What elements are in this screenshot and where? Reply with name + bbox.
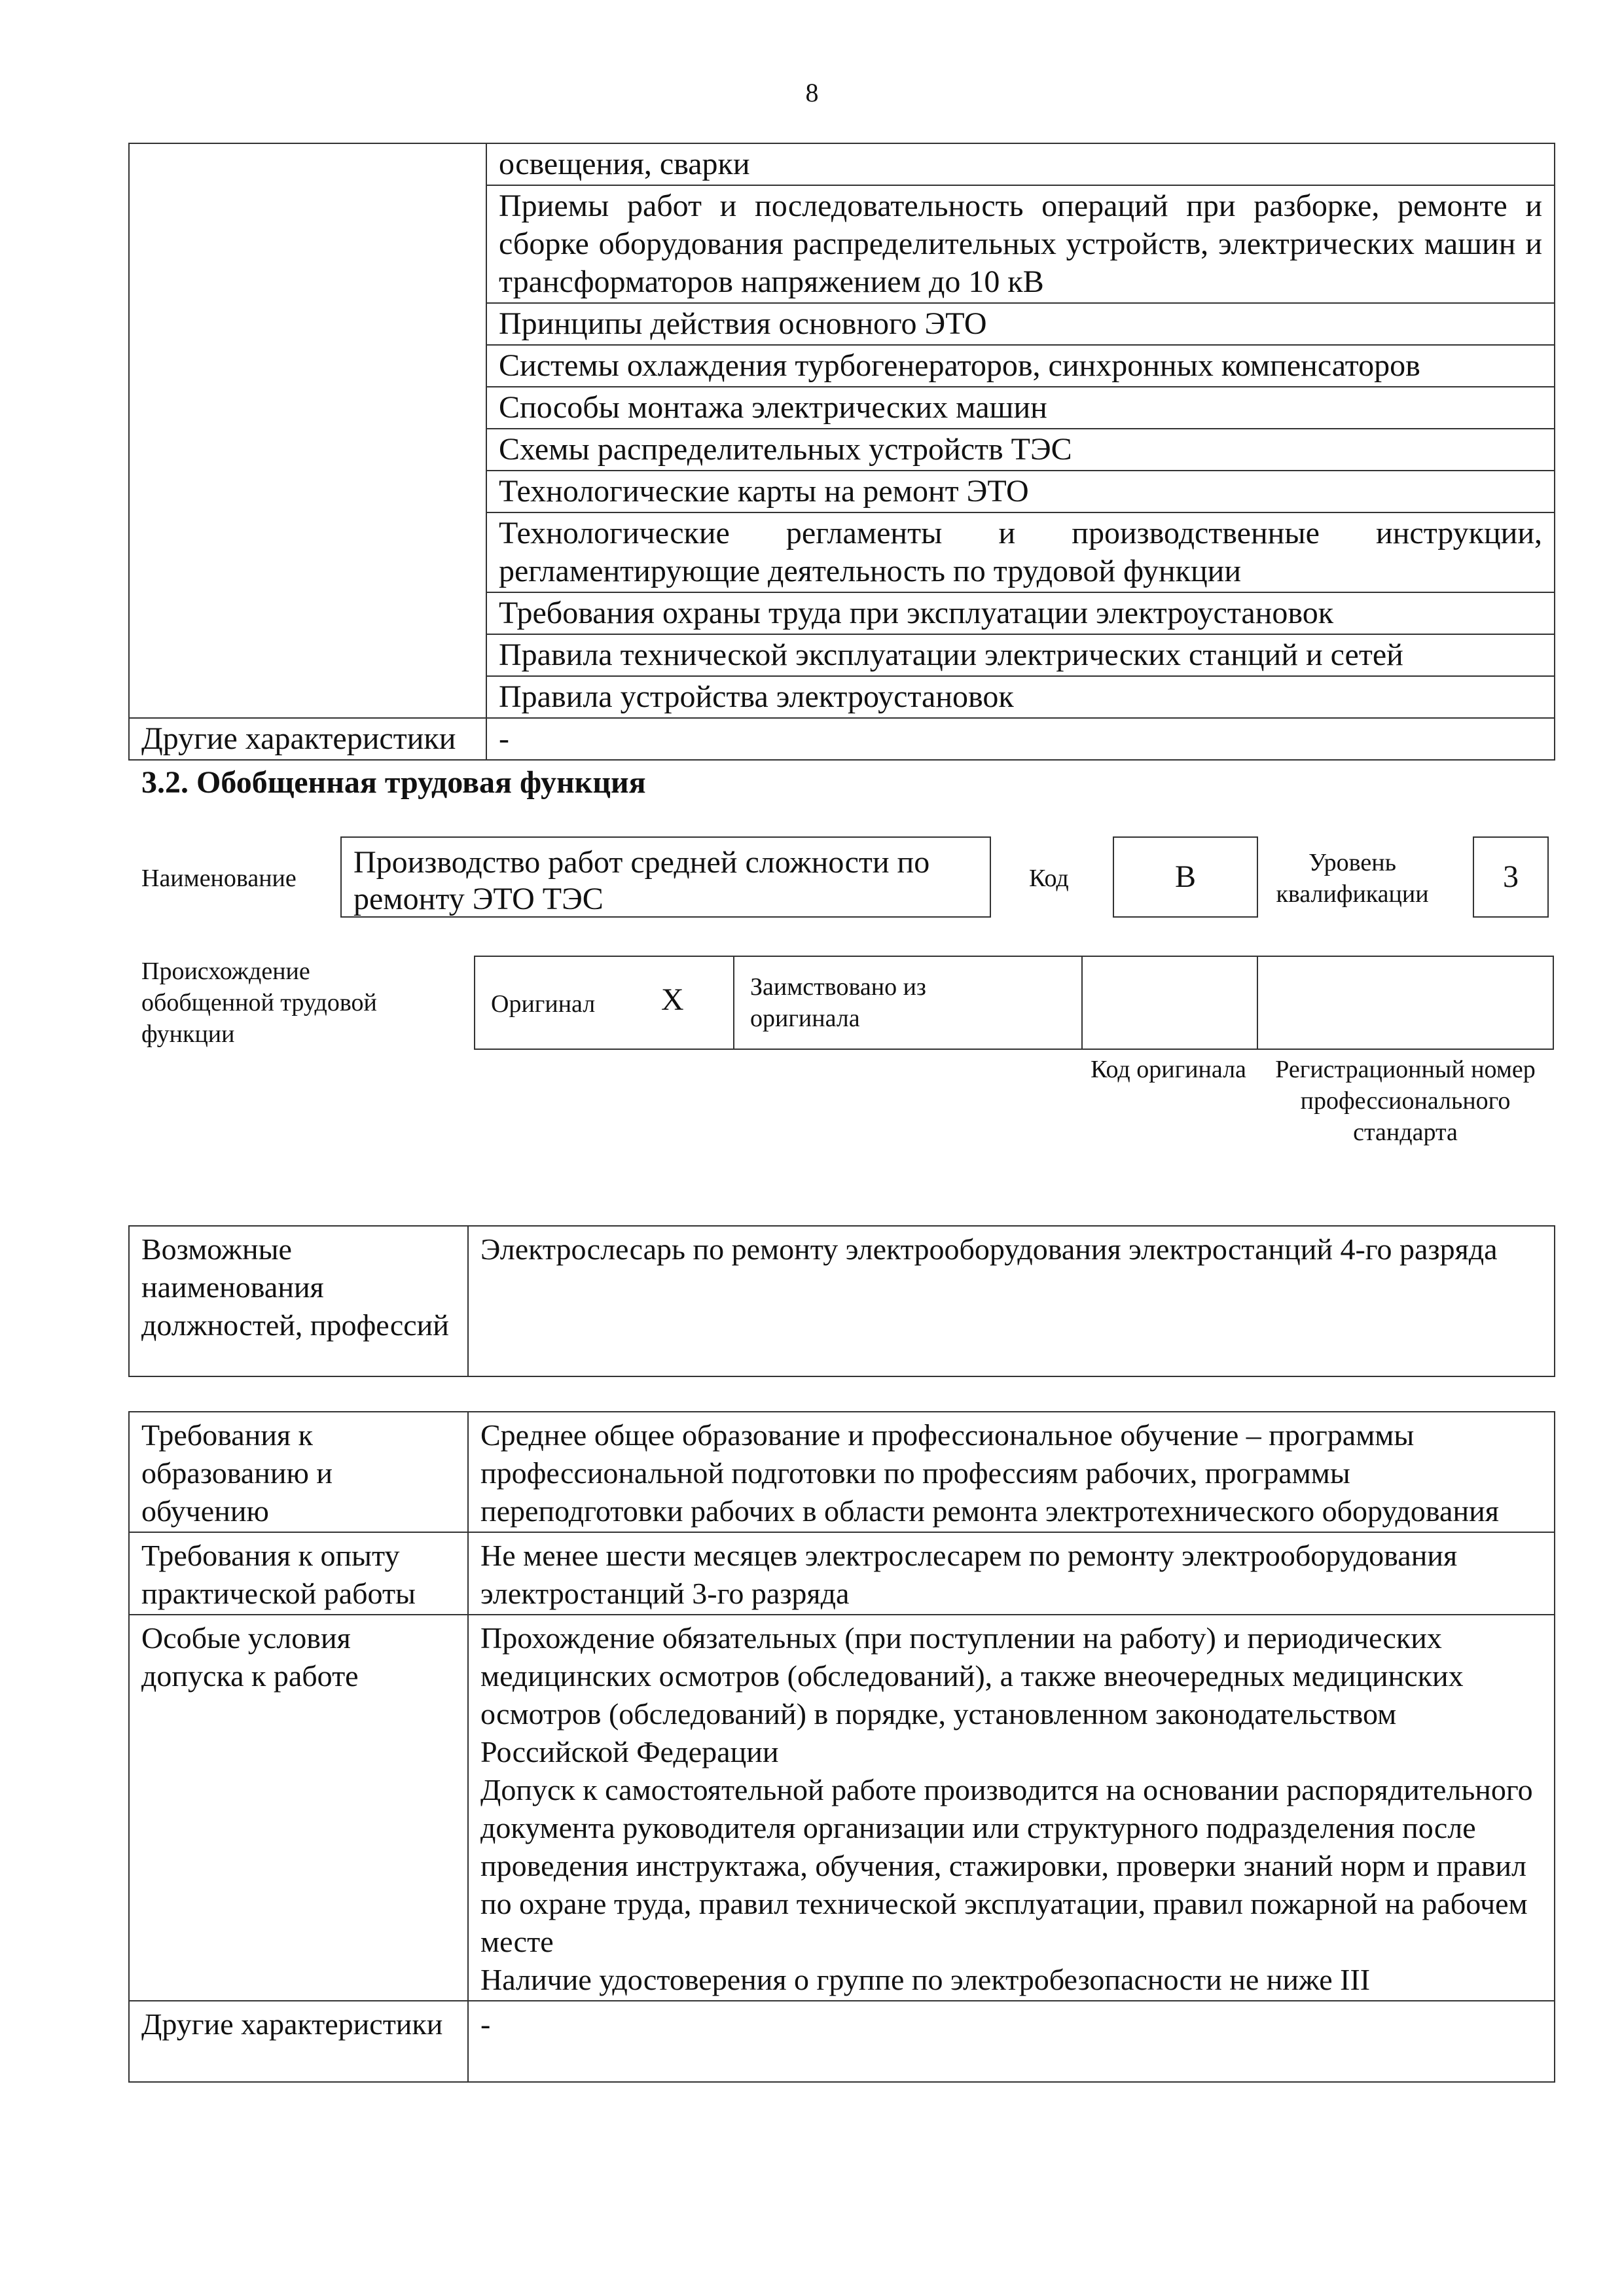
table-row bbox=[129, 1615, 1555, 2001]
positions-label: Возможные наименования должностей, профессий bbox=[129, 1226, 468, 1376]
knowledge-item: Способы монтажа электрических машин bbox=[486, 387, 1555, 429]
qualification-level-label: Уровень квалификации bbox=[1276, 849, 1429, 908]
education-label: Требования к образованию и обучению bbox=[129, 1412, 468, 1532]
code-value-box: B bbox=[1113, 836, 1258, 918]
function-name-box: Производство работ средней сложности по ремонту ЭТО ТЭС bbox=[340, 836, 991, 918]
admission-condition-item: Наличие удостоверения о группе по электробезопасности не ниже III bbox=[480, 1963, 1371, 1996]
original-mark: X bbox=[661, 982, 684, 1017]
table-row bbox=[129, 1412, 1555, 1532]
borrowed-label: Заимствовано из оригинала bbox=[750, 973, 926, 1032]
other-characteristics-label: Другие характеристики bbox=[129, 2001, 468, 2082]
origin-label: Происхождение обобщенной трудовой функции bbox=[141, 958, 377, 1048]
education-value: Среднее общее образование и профессиональное обучение – программы профессиональной подготовки по профессиям рабочих, программы переподготовки рабочих в области ремонта электротехнического оборудования bbox=[468, 1412, 1555, 1532]
knowledge-item: освещения, сварки bbox=[486, 143, 1555, 185]
qualification-level-box: 3 bbox=[1473, 836, 1549, 918]
knowledge-item: Приемы работ и последовательность операций при разборке, ремонте и сборке оборудования распределительных устройств, электрических машин и трансформаторов напряжением до 10 кВ bbox=[486, 185, 1555, 303]
positions-table bbox=[128, 1225, 1555, 1377]
divider bbox=[1081, 957, 1083, 1049]
other-characteristics-label: Другие характеристики bbox=[129, 718, 486, 760]
divider bbox=[733, 957, 734, 1049]
knowledge-item: Правила технической эксплуатации электрических станций и сетей bbox=[486, 634, 1555, 676]
name-label: Наименование bbox=[141, 865, 297, 892]
registration-number-caption: Регистрационный номер профессионального стандарта bbox=[1275, 1056, 1536, 1146]
knowledge-item: Правила устройства электроустановок bbox=[486, 676, 1555, 718]
divider bbox=[1257, 957, 1258, 1049]
experience-value: Не менее шести месяцев электрослесарем по ремонту электрооборудования электростанций 3-го разряда bbox=[468, 1532, 1555, 1615]
table-row bbox=[129, 2001, 1555, 2082]
empty-label-cell bbox=[129, 143, 486, 718]
other-characteristics-value: - bbox=[486, 718, 1555, 760]
knowledge-item: Технологические регламенты и производственные инструкции, регламентирующие деятельность по трудовой функции bbox=[486, 512, 1555, 592]
original-label: Оригинал bbox=[491, 990, 596, 1018]
admission-condition-item: Допуск к самостоятельной работе производится на основании распорядительного документа руководителя организации или структурного подразделения после проведения инструктажа, обучения, стажировки, проверки знаний норм и правил по охране труда, правил технической эксплуатации, правил пожарной на рабочем месте bbox=[480, 1773, 1533, 1958]
admission-conditions-value bbox=[468, 1615, 1555, 2001]
experience-label: Требования к опыту практической работы bbox=[129, 1532, 468, 1615]
requirements-table bbox=[128, 1411, 1555, 2083]
knowledge-item: Системы охлаждения турбогенераторов, синхронных компенсаторов bbox=[486, 345, 1555, 387]
table-row bbox=[129, 718, 1555, 760]
knowledge-item: Схемы распределительных устройств ТЭС bbox=[486, 429, 1555, 471]
table-row bbox=[129, 143, 1555, 185]
knowledge-table bbox=[128, 143, 1555, 761]
other-characteristics-value: - bbox=[468, 2001, 1555, 2082]
page-number: 8 bbox=[805, 78, 819, 107]
origin-table bbox=[474, 956, 1554, 1050]
original-code-caption: Код оригинала bbox=[1091, 1056, 1246, 1083]
positions-value: Электрослесарь по ремонту электрооборудования электростанций 4-го разряда bbox=[468, 1226, 1555, 1376]
admission-conditions-label: Особые условия допуска к работе bbox=[129, 1615, 468, 2001]
knowledge-item: Технологические карты на ремонт ЭТО bbox=[486, 471, 1555, 512]
knowledge-item: Требования охраны труда при эксплуатации электроустановок bbox=[486, 592, 1555, 634]
section-heading: 3.2. Обобщенная трудовая функция bbox=[141, 765, 646, 800]
code-label: Код bbox=[1029, 865, 1069, 892]
admission-condition-item: Прохождение обязательных (при поступлении на работу) и периодических медицинских осмотров (обследований), а также внеочередных медицинских осмотров (обследований) в порядке, установленном законодательством Российской Федерации bbox=[480, 1621, 1464, 1768]
table-row bbox=[129, 1532, 1555, 1615]
knowledge-item: Принципы действия основного ЭТО bbox=[486, 303, 1555, 345]
table-row bbox=[129, 1226, 1555, 1376]
